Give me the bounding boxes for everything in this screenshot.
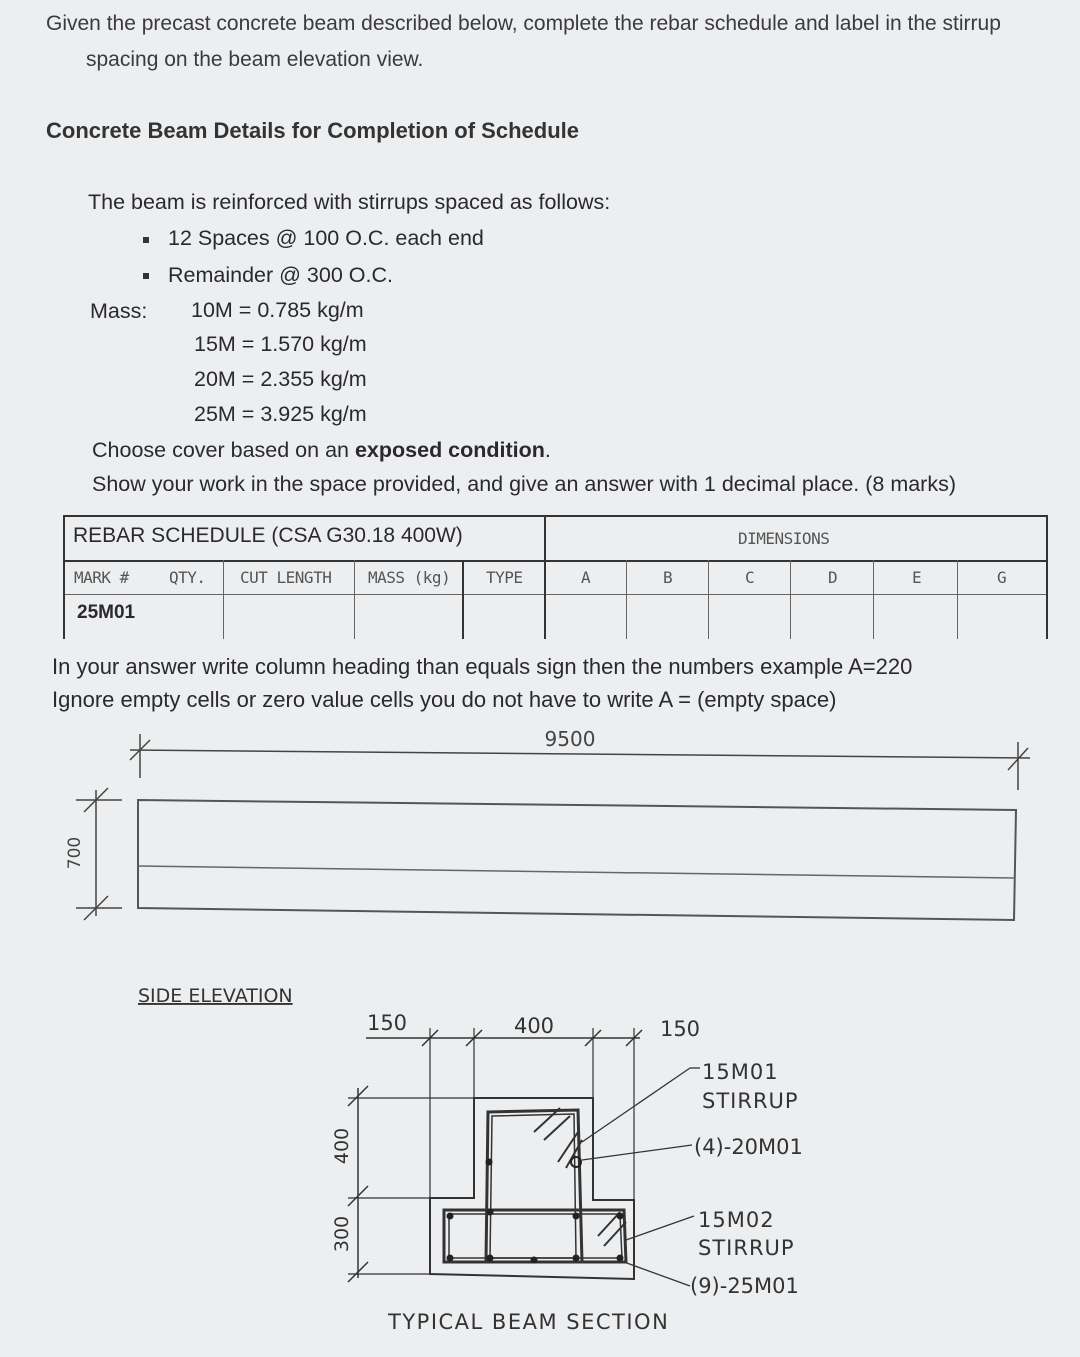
length-dimension-label: 9500 xyxy=(544,727,596,751)
col-sep xyxy=(957,560,958,639)
table-border-left xyxy=(63,515,65,639)
mass-15m: 15M = 1.570 kg/m xyxy=(194,332,367,356)
note-line-2: Ignore empty cells or zero value cells you do not have to write A = (empty space) xyxy=(52,687,837,712)
stirrup-15m01-inner xyxy=(490,1114,576,1258)
leader-bars-top xyxy=(582,1145,692,1160)
leader-stirrup2 xyxy=(626,1216,694,1240)
bar-25m xyxy=(573,1213,580,1220)
bullet-icon xyxy=(143,273,149,279)
stirrup-15m02-inner xyxy=(449,1214,622,1258)
details-heading: Concrete Beam Details for Completion of Schedule xyxy=(46,118,579,143)
col-e: E xyxy=(912,568,922,587)
mass-25m: 25M = 3.925 kg/m xyxy=(194,402,367,426)
label-bars-top: (4)-20M01 xyxy=(694,1135,803,1159)
section-caption: TYPICAL BEAM SECTION xyxy=(388,1310,670,1334)
dimensions-heading: DIMENSIONS xyxy=(738,529,830,548)
col-sep xyxy=(462,560,464,639)
bullet-icon xyxy=(143,237,149,243)
cover-prefix: Choose cover based on an xyxy=(92,438,355,462)
bar-20m xyxy=(486,1159,493,1166)
table-section-divider xyxy=(544,515,546,639)
col-sep xyxy=(708,560,709,639)
bullet-item-2: Remainder @ 300 O.C. xyxy=(168,263,393,287)
col-d: D xyxy=(828,568,838,587)
leader-stirrup1 xyxy=(582,1068,690,1142)
work-instruction: Show your work in the space provided, and give an answer with 1 decimal place. (8 marks) xyxy=(92,472,956,496)
section-outline xyxy=(430,1098,634,1279)
question-line-1: Given the precast concrete beam described below, complete the rebar schedule and label in the stirrup xyxy=(46,12,1001,35)
col-type: TYPE xyxy=(486,568,523,587)
beam-elevation-outline xyxy=(138,800,1016,920)
bar-25m xyxy=(617,1213,624,1220)
col-sep xyxy=(223,560,224,639)
col-sep xyxy=(873,560,874,639)
bar-25m xyxy=(487,1255,494,1262)
note-line-1: In your answer write column heading than equals sign then the numbers example A=220 xyxy=(52,654,913,679)
length-dimension-line xyxy=(130,750,1030,758)
stirrup-15m01 xyxy=(486,1110,582,1262)
table-column-divider xyxy=(63,594,1048,595)
label-stirrup1-mark: 15M01 xyxy=(702,1060,779,1084)
mass-10m: 10M = 0.785 kg/m xyxy=(191,298,364,322)
bar-25m xyxy=(573,1255,580,1262)
bar-25m xyxy=(487,1209,494,1216)
col-g: G xyxy=(997,568,1007,587)
dim-bottom-height-label: 300 xyxy=(331,1215,353,1253)
dim-left-label: 150 xyxy=(366,1011,408,1035)
question-line-2: spacing on the beam elevation view. xyxy=(86,48,424,71)
col-a: A xyxy=(581,568,591,587)
details-intro: The beam is reinforced with stirrups spaced as follows: xyxy=(88,190,611,214)
bullet-item-1: 12 Spaces @ 100 O.C. each end xyxy=(168,226,484,250)
height-dimension-label: 700 xyxy=(65,836,85,870)
col-b: B xyxy=(663,568,673,587)
cover-suffix: . xyxy=(544,438,551,462)
col-sep xyxy=(626,560,627,639)
bar-25m xyxy=(531,1257,538,1264)
bar-25m xyxy=(617,1255,624,1262)
table-header-divider xyxy=(63,560,1048,562)
col-qty: QTY. xyxy=(169,568,206,587)
dim-mid-label: 400 xyxy=(513,1014,555,1038)
col-sep xyxy=(790,560,791,639)
table-border-top xyxy=(63,515,1048,517)
cover-condition: exposed condition xyxy=(354,438,545,462)
rebar-schedule-table xyxy=(63,515,1048,639)
row-mark-25m01: 25M01 xyxy=(77,602,136,623)
label-stirrup2-type: STIRRUP xyxy=(698,1236,795,1260)
cover-instruction xyxy=(92,438,551,463)
label-stirrup2-mark: 15M02 xyxy=(698,1208,775,1232)
side-elevation-caption: SIDE ELEVATION xyxy=(138,985,293,1007)
schedule-title: REBAR SCHEDULE (CSA G30.18 400W) xyxy=(73,524,463,547)
col-c: C xyxy=(745,568,755,587)
beam-step-line xyxy=(138,866,1015,878)
beam-section-drawing xyxy=(320,1000,840,1350)
bar-25m xyxy=(447,1213,454,1220)
col-cut-length: CUT LENGTH xyxy=(240,568,332,587)
dim-right-label: 150 xyxy=(659,1017,701,1041)
mass-20m: 20M = 2.355 kg/m xyxy=(194,367,367,391)
mass-label: Mass: xyxy=(90,299,148,323)
label-stirrup1-type: STIRRUP xyxy=(702,1089,799,1113)
col-mark: MARK # xyxy=(74,568,129,587)
col-sep xyxy=(354,560,355,639)
dim-top-height-label: 400 xyxy=(331,1127,353,1165)
table-border-right xyxy=(1046,515,1048,639)
label-bars-bottom: (9)-25M01 xyxy=(690,1274,799,1298)
side-elevation-drawing xyxy=(0,720,1080,1020)
col-mass: MASS (kg) xyxy=(368,568,451,587)
bar-25m xyxy=(447,1255,454,1262)
